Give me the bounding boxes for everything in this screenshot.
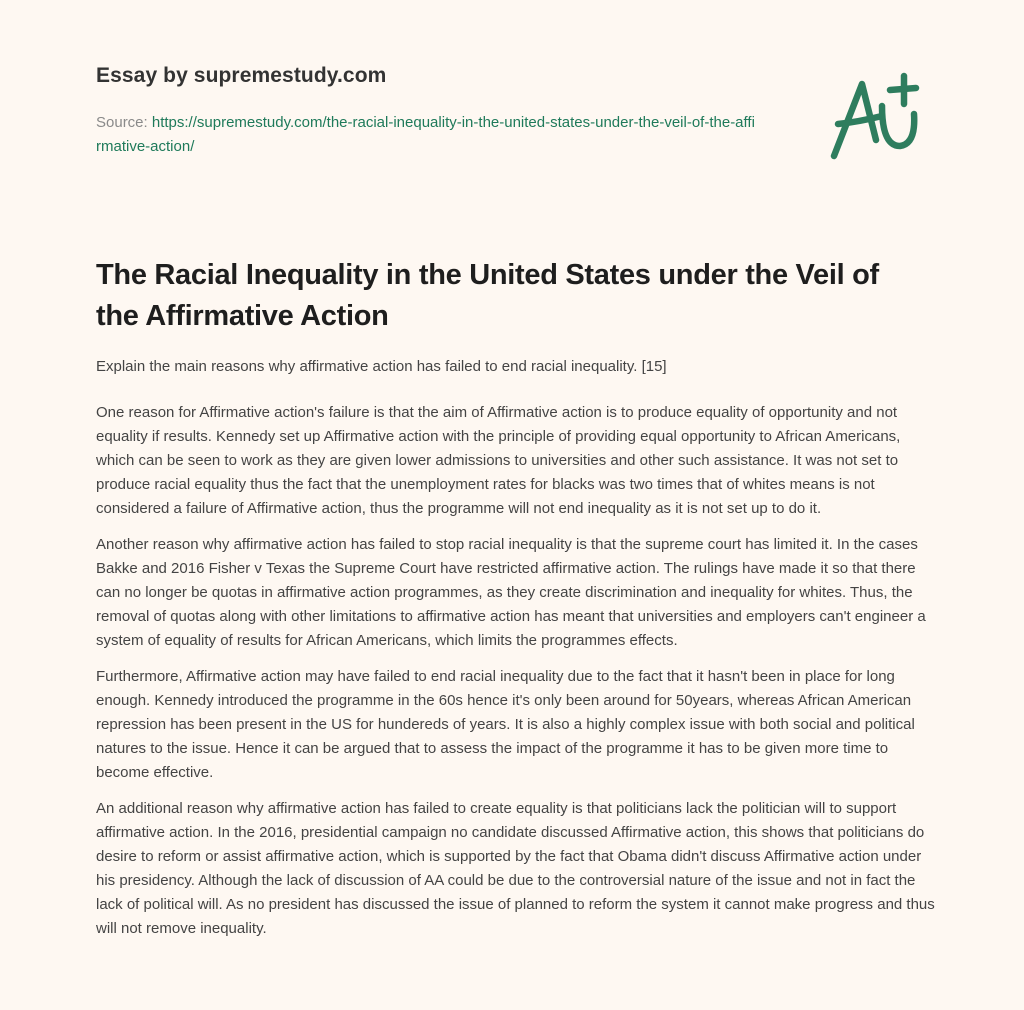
essay-page xyxy=(96,0,936,937)
essay-paragraph: Furthermore, Affirmative action may have failed to end racial inequality due to the fact that it hasn't been in place for long enough. Kennedy introduced the programme in the 60s hence it's only been around for 50years, whereas African American repression has been present in the US for hundereds of years. It is also a highly complex issue with both social and political natures to the issue. Hence it can be argued that to assess the impact of the programme it has to be given more time to become effective. xyxy=(96,668,915,781)
site-title: Essay by supremestudy.com xyxy=(96,64,387,87)
source-line xyxy=(96,111,756,159)
essay-title: The Racial Inequality in the United States under the Veil of the Affirmative Action xyxy=(96,259,879,332)
site-header xyxy=(96,0,936,200)
essay-body xyxy=(96,355,936,953)
essay-paragraph: An additional reason why affirmative action has failed to create equality is that politicians lack the politician will to support affirmative action. In the 2016, presidential campaign no candidate discussed Affirmative action, this shows that politicians do desire to reform or assist affirmative action, which is supported by the fact that Obama didn't discuss Affirmative action under his presidency. Although the lack of discussion of AA could be due to the controversial nature of the issue and not in fact the lack of political will. As no president has discussed the issue of planned to reform the system it cannot make progress and thus will not remove inequality. xyxy=(96,800,935,937)
source-link[interactable]: https://supremestudy.com/the-racial-inequality-in-the-united-states-under-the-veil-of-the-affirmative-action/ xyxy=(96,114,755,155)
a-plus-grade-icon xyxy=(824,66,924,166)
source-label: Source: xyxy=(96,114,152,131)
essay-paragraph: One reason for Affirmative action's failure is that the aim of Affirmative action is to produce equality of opportunity and not equality if results. Kennedy set up Affirmative action with the principle of providing equal opportunity to African Americans, which can be seen to work as they are given lower admissions to universities and other such assistance. It was not set to produce racial equality thus the fact that the unemployment rates for blacks was two times that of whites means is not considered a failure of Affirmative action, thus the programme will not end inequality as it is not set up to do it. xyxy=(96,404,901,517)
essay-prompt: Explain the main reasons why affirmative action has failed to end racial inequality. [15] xyxy=(96,358,667,375)
essay-paragraph: Another reason why affirmative action has failed to stop racial inequality is that the supreme court has limited it. In the cases Bakke and 2016 Fisher v Texas the Supreme Court have restricted affirmative action. The rulings have made it so that there can no longer be quotas in affirmative action programmes, as they create discrimination and inequality for whites. Thus, the removal of quotas along with other limitations to affirmative action has meant that universities and employers can't engineer a system of equality of results for African Americans, which limits the programmes effects. xyxy=(96,536,926,649)
